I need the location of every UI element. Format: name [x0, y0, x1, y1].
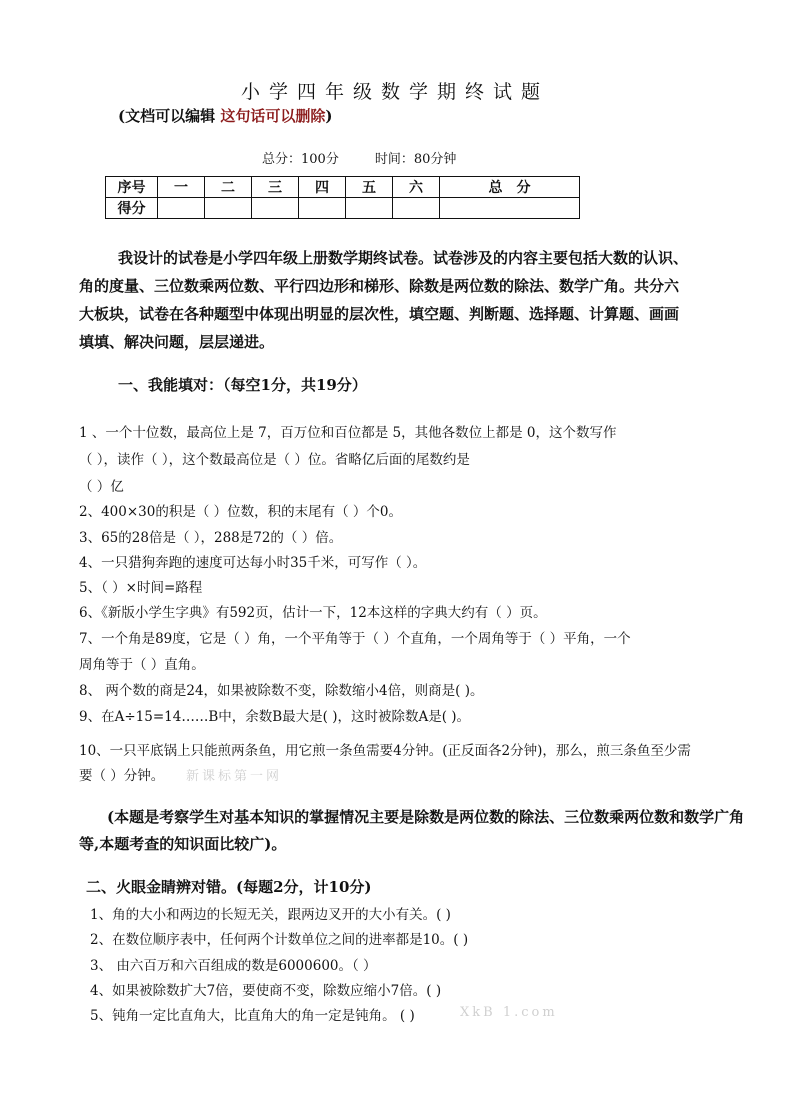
question-line: 要（ ）分钟。	[79, 768, 165, 784]
score-table-header-row	[106, 177, 580, 198]
note-line: (本题是考察学生对基本知识的掌握情况主要是除数是两位数的除法、三位数乘两位数和数学广角	[107, 808, 745, 826]
edit-note-prefix: (文档可以编辑	[118, 107, 216, 125]
section1-heading: 一、我能填对：（每空1分，共19分）	[118, 376, 367, 394]
total-score: 总分：100分	[262, 152, 339, 167]
exam-meta	[262, 148, 456, 167]
question-line: （ ），读作（ ），这个数最高位是（ ）位。省略亿后面的尾数约是	[79, 452, 470, 468]
question-line: 9、在A÷15=14……B中，余数B最大是( )，这时被除数A是( )。	[79, 709, 471, 725]
question-line: 3、65的28倍是（ ），288是72的（ ）倍。	[79, 530, 343, 546]
question-line: 1 、一个十位数，最高位上是 7，百万位和百位都是 5，其他各数位上都是 0，这个数写作	[79, 425, 617, 441]
score-cell	[346, 198, 393, 219]
question-line: 6、《新版小学生字典》有592页，估计一下，12本这样的字典大约有（ ）页。	[79, 605, 547, 621]
header-cell: 总 分	[440, 177, 580, 198]
score-cell	[158, 198, 205, 219]
exam-time: 时间：80分钟	[374, 152, 457, 167]
header-cell: 一	[158, 177, 205, 198]
score-cell	[252, 198, 299, 219]
intro-line: 大板块，试卷在各种题型中体现出明显的层次性，填空题、判断题、选择题、计算题、画画	[79, 305, 680, 323]
edit-note-red: 这句话可以删除	[220, 107, 326, 125]
row-label: 得分	[106, 198, 158, 219]
score-cell	[205, 198, 252, 219]
header-cell: 六	[393, 177, 440, 198]
question-line: 8、 两个数的商是24，如果被除数不变，除数缩小4倍，则商是( )。	[79, 683, 484, 699]
intro-line: 我设计的试卷是小学四年级上册数学期终试卷。试卷涉及的内容主要包括大数的认识、	[118, 249, 689, 267]
section2-heading: 二、火眼金睛辨对错。(每题2分，计10分)	[86, 878, 372, 896]
question-line: 7、一个角是89度，它是（ ）角，一个平角等于（ ）个直角，一个周角等于（ ）平角，一个	[79, 631, 631, 647]
judge-item: 5、钝角一定比直角大，比直角大的角一定是钝角。 ( )	[90, 1008, 415, 1024]
note-line: 等,本题考查的知识面比较广)。	[79, 835, 287, 853]
judge-item: 2、在数位顺序表中，任何两个计数单位之间的进率都是10。( )	[90, 932, 469, 948]
score-cell	[440, 198, 580, 219]
question-line: 4、一只猎狗奔跑的速度可达每小时35千米，可写作（ ）。	[79, 555, 427, 571]
judge-item: 4、如果被除数扩大7倍，要使商不变，除数应缩小7倍。( )	[90, 983, 442, 999]
question-line: 10、一只平底锅上只能煎两条鱼，用它煎一条鱼需要4分钟。(正反面各2分钟)，那么，煎三条鱼至少需	[79, 743, 691, 759]
question-line: 2、400×30的积是（ ）位数，积的末尾有（ ）个0。	[79, 504, 403, 520]
edit-note	[118, 105, 332, 126]
header-cell: 五	[346, 177, 393, 198]
header-cell: 三	[252, 177, 299, 198]
header-cell: 四	[299, 177, 346, 198]
header-cell: 序号	[106, 177, 158, 198]
intro-line: 填填、解决问题，层层递进。	[79, 333, 275, 351]
question-line: （ ）亿	[79, 479, 124, 495]
edit-note-suffix: )	[325, 107, 333, 125]
watermark-text: 新课标第一网	[186, 769, 283, 784]
score-cell	[299, 198, 346, 219]
question-line: 5、（ ）×时间=路程	[79, 580, 203, 596]
judge-item: 1、角的大小和两边的长短无关，跟两边叉开的大小有关。( )	[90, 907, 451, 923]
score-table-score-row	[106, 198, 580, 219]
question-line: 周角等于（ ）直角。	[79, 657, 205, 673]
exam-title: 小学四年级数学期终试题	[240, 81, 549, 103]
score-cell	[393, 198, 440, 219]
judge-item: 3、 由六百万和六百组成的数是6000600。（ ）	[90, 958, 377, 974]
watermark-text: XkB 1.com	[460, 1005, 558, 1020]
score-table	[105, 176, 580, 219]
header-cell: 二	[205, 177, 252, 198]
intro-line: 角的度量、三位数乘两位数、平行四边形和梯形、除数是两位数的除法、数学广角。共分六	[79, 277, 680, 295]
